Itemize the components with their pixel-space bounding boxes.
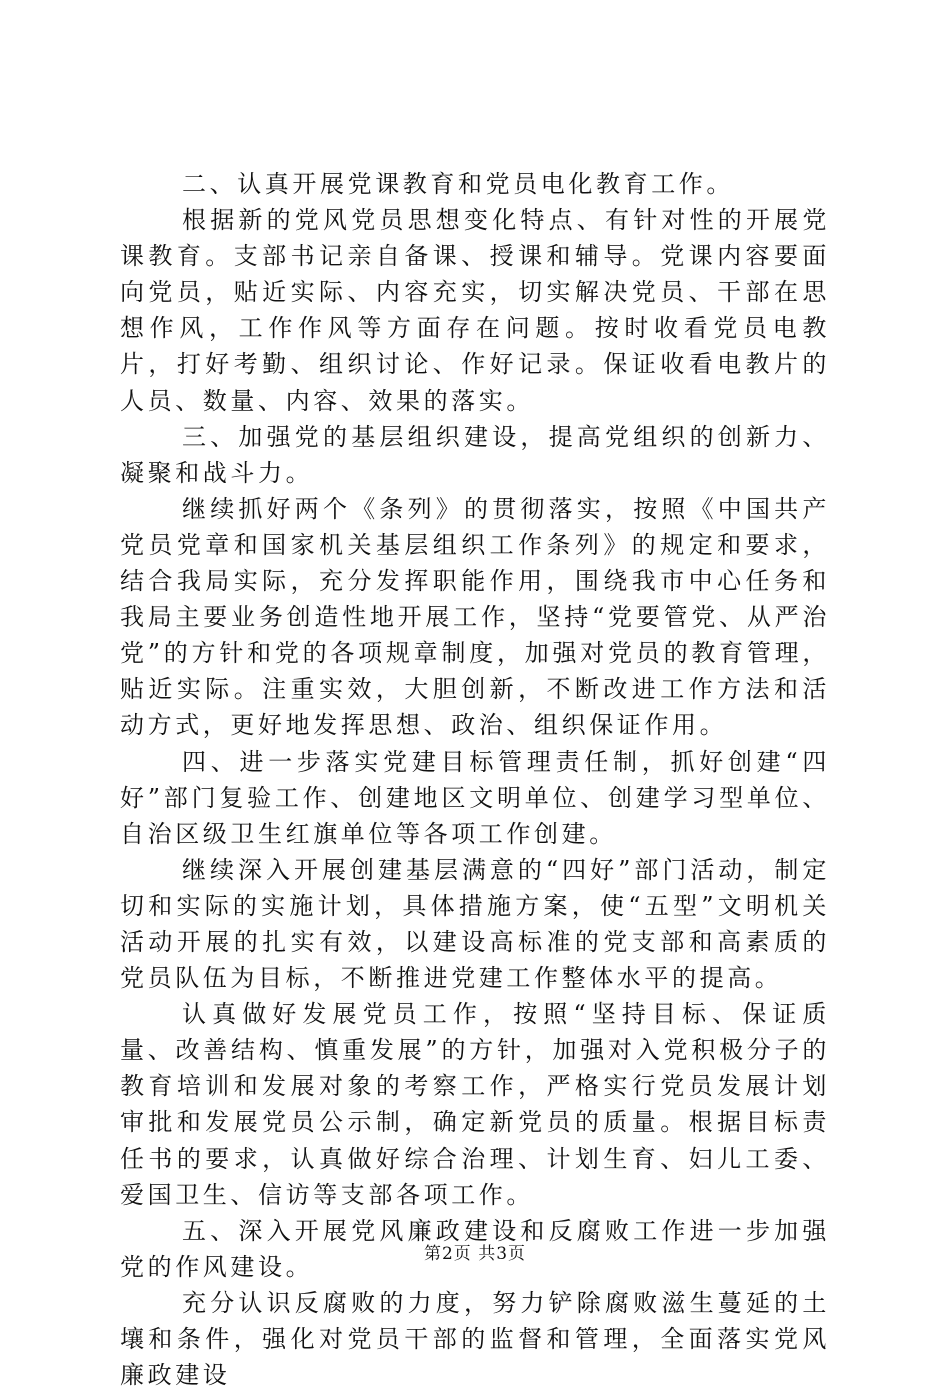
paragraph: 根据新的党风党员思想变化特点、有针对性的开展党课教育。支部书记亲自备课、授课和辅导。党课内容要面向党员，贴近实际、内容充实，切实解决党员、干部在思想作风，工作作风等方面存在问题。按时收看党员电教片，打好考勤、组织讨论、作好记录。保证收看电教片的人员、数量、内容、效果的落实。: [120, 206, 830, 415]
paragraph: 充分认识反腐败的力度，努力铲除腐败滋生蔓延的土壤和条件，强化对党员干部的监督和管理，全面落实党风廉政建设: [120, 1288, 830, 1390]
section-heading-3: 三、加强党的基层组织建设，提高党组织的创新力、凝聚和战斗力。: [120, 422, 830, 487]
paragraph: 认真做好发展党员工作，按照“坚持目标、保证质量、改善结构、慎重发展”的方针，加强对入党积极分子的教育培训和发展对象的考察工作，严格实行党员发展计划审批和发展党员公示制，确定新党员的质量。根据目标责任书的要求，认真做好综合治理、计划生育、妇儿工委、爱国卫生、信访等支部各项工作。: [120, 1000, 830, 1209]
section-heading-2: 二、认真开展党课教育和党员电化教育工作。: [182, 170, 734, 198]
page-footer: 第2页 共3页: [423, 1244, 527, 1264]
section-heading-4: 四、进一步落实党建目标管理责任制，抓好创建“四好”部门复验工作、创建地区文明单位、创建学习型单位、自治区级卫生红旗单位等各项工作创建。: [120, 747, 830, 848]
paragraph: 继续抓好两个《条列》的贯彻落实，按照《中国共产党员党章和国家机关基层组织工作条列》的规定和要求，结合我局实际，充分发挥职能作用，围绕我市中心任务和我局主要业务创造性地开展工作，坚持“党要管党、从严治党”的方针和党的各项规章制度，加强对党员的教育管理，贴近实际。注重实效，大胆创新，不断改进工作方法和活动方式，更好地发挥思想、政治、组织保证作用。: [120, 494, 830, 740]
document-body: [120, 166, 830, 1393]
paragraph: 继续深入开展创建基层满意的“四好”部门活动，制定切和实际的实施计划，具体措施方案，使“五型”文明机关活动开展的扎实有效，以建设高标准的党支部和高素质的党员队伍为目标，不断推进党建工作整体水平的提高。: [120, 855, 830, 993]
section-heading-5: 五、深入开展党风廉政建设和反腐败工作进一步加强党的作风建设。: [120, 1216, 830, 1281]
